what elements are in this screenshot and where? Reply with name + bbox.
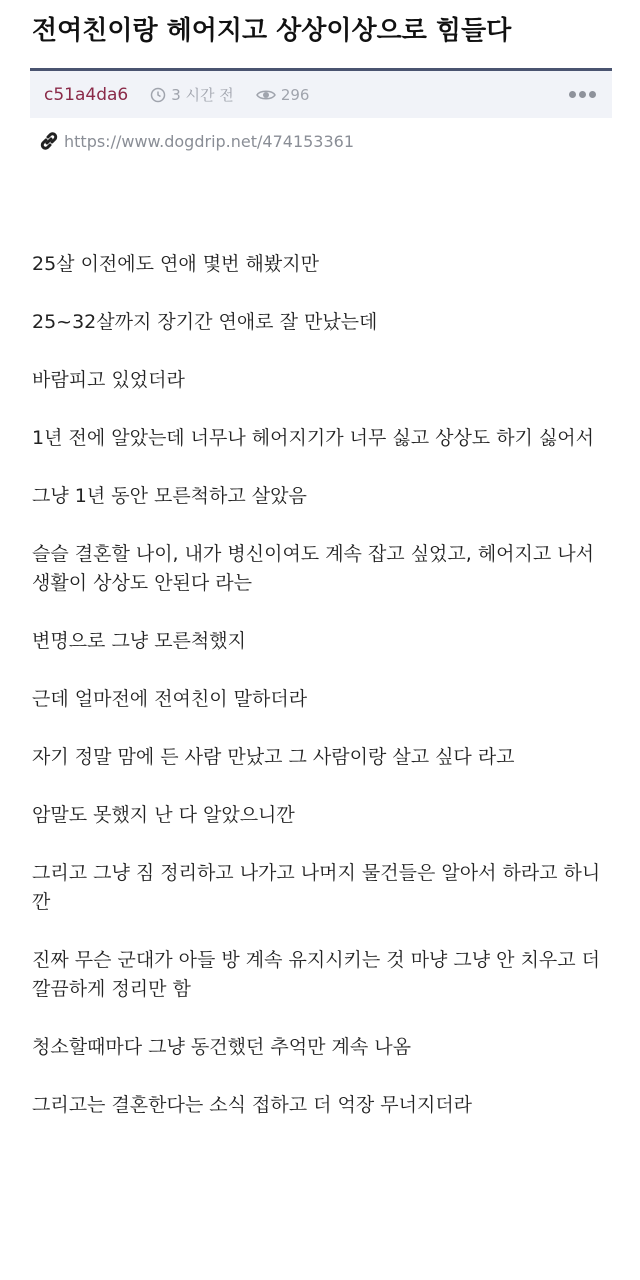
more-dot xyxy=(589,91,596,98)
paragraph: 그냥 1년 동안 모른척하고 살았음 xyxy=(32,485,307,507)
clock-icon xyxy=(150,87,166,103)
post-views xyxy=(256,86,310,104)
paragraph: 바람피고 있었더라 xyxy=(32,369,185,391)
paragraph: 자기 정말 맘에 든 사람 만났고 그 사람이랑 살고 싶다 라고 xyxy=(32,746,515,768)
post-body xyxy=(32,250,607,1149)
post-link[interactable] xyxy=(38,130,354,152)
paragraph: 암말도 못했지 난 다 알았으니깐 xyxy=(32,804,295,826)
author-name[interactable]: c51a4da6 xyxy=(44,84,129,105)
paragraph: 근데 얼마전에 전여친이 말하더라 xyxy=(32,688,308,710)
paragraph: 1년 전에 알았는데 너무나 헤어지기가 너무 싫고 상상도 하기 싫어서 xyxy=(32,427,595,449)
more-options-button[interactable] xyxy=(569,91,596,98)
paragraph: 변명으로 그냥 모른척했지 xyxy=(32,630,246,652)
paragraph: 그리고 그냥 짐 정리하고 나가고 나머지 물건들은 알아서 하라고 하니깐 xyxy=(32,862,601,913)
more-dot xyxy=(569,91,576,98)
post-views-count: 296 xyxy=(280,85,310,104)
paragraph: 25살 이전에도 연애 몇번 해봤지만 xyxy=(32,253,319,275)
paragraph: 25~32살까지 장기간 연애로 잘 만났는데 xyxy=(32,311,378,333)
eye-icon xyxy=(256,88,276,102)
paragraph: 그리고는 결혼한다는 소식 접하고 더 억장 무너지더라 xyxy=(32,1094,473,1116)
post-time xyxy=(150,84,234,105)
link-icon xyxy=(38,130,60,152)
post-time-text: 3 시간 전 xyxy=(171,86,234,104)
paragraph: 진짜 무슨 군대가 아들 방 계속 유지시키는 것 마냥 그냥 안 치우고 더 깔끔하게 정리만 함 xyxy=(32,949,601,1000)
post-url[interactable]: https://www.dogdrip.net/474153361 xyxy=(64,131,355,151)
post-meta-bar xyxy=(30,68,612,118)
paragraph: 슬슬 결혼할 나이, 내가 병신이여도 계속 잡고 싶었고, 헤어지고 나서 생활이 상상도 안된다 라는 xyxy=(32,543,594,594)
more-dot xyxy=(579,91,586,98)
post-title: 전여친이랑 헤어지고 상상이상으로 힘들다 xyxy=(32,16,512,46)
paragraph: 청소할때마다 그냥 동건했던 추억만 계속 나옴 xyxy=(32,1036,411,1058)
